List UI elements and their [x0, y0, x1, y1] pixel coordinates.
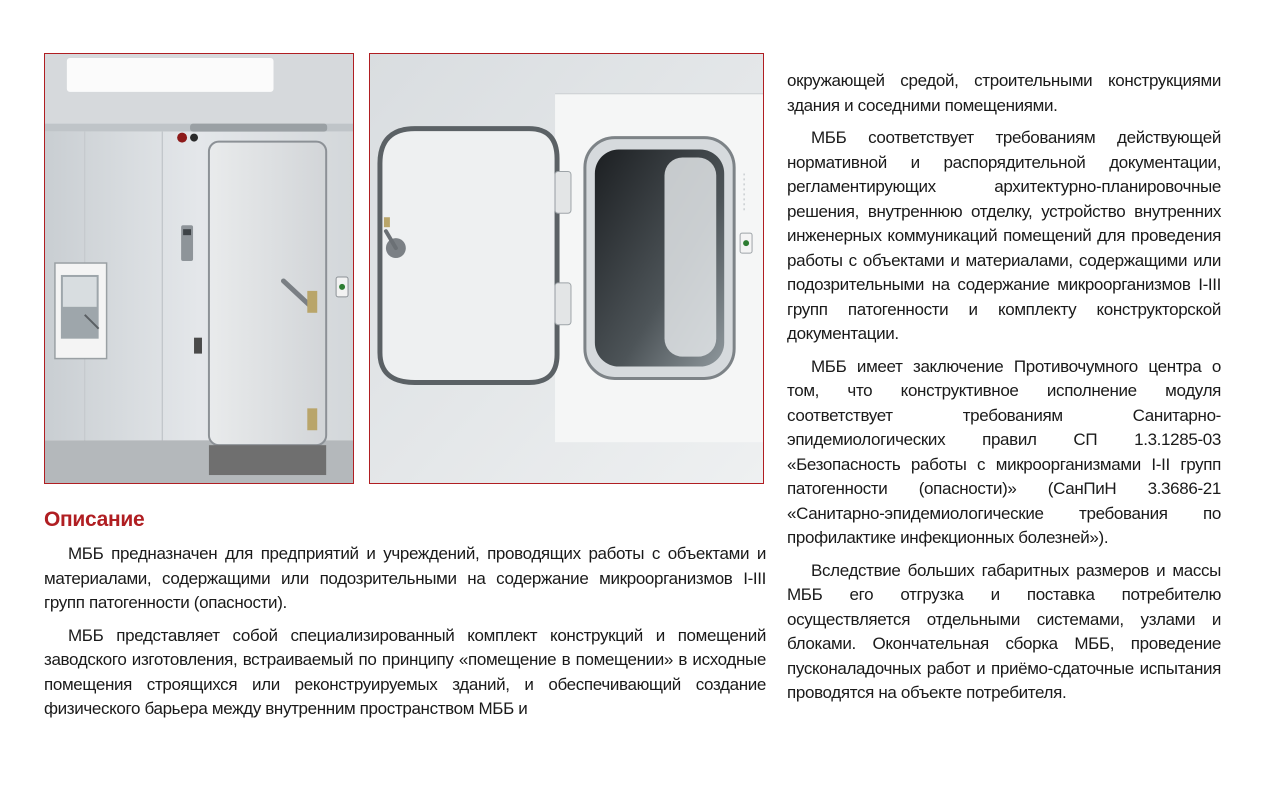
- description-column-right: [787, 69, 1221, 714]
- description-column-left: [44, 542, 766, 730]
- ceiling-light: [67, 58, 274, 92]
- photo-pass-through-chamber: [369, 53, 764, 484]
- paragraph-continuation: окружающей средой, строительными конструкциями здания и соседними помещениями.: [787, 71, 1221, 115]
- paragraph-certificate: МББ имеет заключение Противочумного центра о том, что конструктивное исполнение модуля соответствует требованиям Санитарно-эпидемиологических правил СП 1.3.1285-03 «Безопасность работы с микроорганизмами I-II групп патогенности (опасности)» (СанПиН 3.3686-21 «Санитарно-эпидемиологические требования по профилактике инфекционных болезней»).: [787, 356, 1221, 547]
- photo-cleanroom-door: [44, 53, 354, 484]
- paragraph-purpose: МББ предназначен для предприятий и учреждений, проводящих работы с объектами и материалами, содержащими или подозрительными на содержание микроорганизмов I-III групп патогенности (опасности).: [44, 544, 766, 612]
- paragraph-compliance: МББ соответствует требованиям действующей нормативной и распорядительной документации, регламентирующих архитектурно-планировочные решения, внутреннюю отделку, устройство внутренних инженерных коммуникаций помещений для проведения работы с объектами и материалами, содержащими или подозрительными на содержание микроорганизмов I-III групп патогенности и комплекту конструкторской документации.: [787, 128, 1221, 343]
- chamber-door: [380, 129, 557, 383]
- cleanroom-door-illustration: [45, 54, 353, 483]
- paragraph-delivery: Вследствие больших габаритных размеров и массы МББ его отгрузка и поставка потребителю осуществляется отдельными системами, узлами и блоками. Окончательная сборка МББ, проведение пусконаладочных работ и приёмо-сдаточные испытания проводятся на объекте потребителя.: [787, 560, 1221, 702]
- paragraph-structure: МББ представляет собой специализированный комплект конструкций и помещений заводского изготовления, встраиваемый по принципу «помещение в помещении» в исходные помещения строящихся или реконструируемых зданий, и обеспечивающий создание физического барьера между внутренним пространством МББ и: [44, 625, 766, 718]
- section-heading: Описание: [44, 508, 145, 531]
- pass-through-chamber-illustration: [370, 54, 763, 483]
